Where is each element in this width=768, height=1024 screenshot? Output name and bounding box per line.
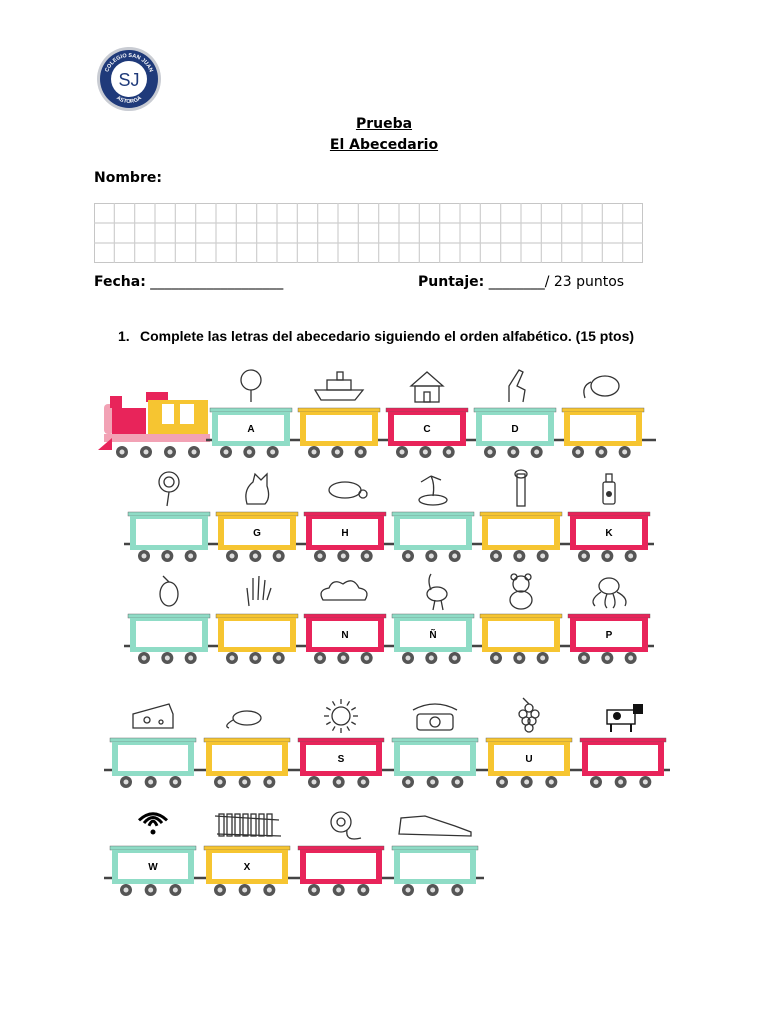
train-car xyxy=(392,476,474,562)
car-roof xyxy=(392,614,474,618)
letter-box[interactable] xyxy=(136,621,202,647)
car-roof xyxy=(110,846,196,850)
car-roof xyxy=(480,614,562,618)
yoyo-icon xyxy=(331,812,361,839)
letter-box[interactable] xyxy=(306,415,372,441)
rat-icon xyxy=(227,711,261,728)
lemon-icon xyxy=(160,576,178,606)
giraffe-icon xyxy=(515,470,527,506)
car-letter: H xyxy=(341,528,349,539)
date-line[interactable]: ___________________ xyxy=(150,274,284,290)
car-roof xyxy=(392,738,478,742)
hand-icon xyxy=(247,576,271,606)
date-label: Fecha: xyxy=(94,274,146,290)
logo-text-bottom: ASTORGA xyxy=(115,95,143,106)
car-roof xyxy=(392,512,474,516)
train-car xyxy=(480,574,562,664)
score-line[interactable]: ________ xyxy=(488,274,545,290)
train-car xyxy=(392,704,478,788)
car-roof xyxy=(568,512,650,516)
car-roof xyxy=(210,408,292,412)
letter-box[interactable] xyxy=(224,621,290,647)
car-letter: C xyxy=(423,424,431,435)
car-roof xyxy=(562,408,644,412)
car-roof xyxy=(216,512,298,516)
score-field xyxy=(418,274,624,290)
letter-box[interactable] xyxy=(488,519,554,545)
letter-box[interactable] xyxy=(488,621,554,647)
train-car xyxy=(392,816,478,896)
train-car xyxy=(128,576,210,664)
car-letter: N xyxy=(341,630,349,641)
bone-icon xyxy=(329,482,367,498)
car-roof xyxy=(580,738,666,742)
car-letter: D xyxy=(511,424,519,435)
sun-icon xyxy=(324,699,358,733)
train-car xyxy=(580,704,666,788)
car-roof xyxy=(216,614,298,618)
letter-box[interactable] xyxy=(570,415,636,441)
train-car xyxy=(386,372,468,458)
car-letter: Ñ xyxy=(429,630,437,641)
train-car xyxy=(474,370,556,458)
car-roof xyxy=(204,846,290,850)
letter-box[interactable] xyxy=(400,519,466,545)
date-field xyxy=(94,274,283,290)
school-logo xyxy=(96,46,162,112)
cheese-icon xyxy=(133,704,173,728)
train-car xyxy=(204,711,290,788)
car-roof xyxy=(204,738,290,742)
letter-box[interactable] xyxy=(400,853,470,879)
car-roof xyxy=(298,846,384,850)
letter-box[interactable] xyxy=(400,745,470,771)
car-letter: P xyxy=(605,630,613,641)
ship-icon xyxy=(315,372,363,400)
car-roof xyxy=(128,614,210,618)
locomotive-icon xyxy=(98,392,210,450)
question-number: 1. xyxy=(118,328,130,344)
train-car xyxy=(568,578,650,664)
car-roof xyxy=(474,408,556,412)
train-car xyxy=(110,704,196,788)
teddy-bear-icon xyxy=(510,574,532,609)
cat-icon xyxy=(246,474,269,504)
train-car xyxy=(392,574,474,664)
train-car xyxy=(298,372,380,458)
cow-icon xyxy=(607,704,643,732)
xylophone-icon xyxy=(215,814,281,836)
train-car xyxy=(110,814,196,896)
train-car xyxy=(204,814,290,896)
car-roof xyxy=(304,614,386,618)
train-car xyxy=(304,581,386,664)
car-letter: X xyxy=(243,862,251,873)
ostrich-icon xyxy=(427,574,447,610)
train-car xyxy=(128,472,210,562)
finger-icon xyxy=(509,370,525,402)
car-roof xyxy=(128,512,210,516)
train-car xyxy=(210,370,292,458)
train-car xyxy=(486,698,572,788)
question-text: Complete las letras del abecedario siguiendo el orden alfabético. (15 ptos) xyxy=(140,328,635,344)
logo-text-top: COLEGIO SAN JUAN xyxy=(104,52,154,74)
letter-box[interactable] xyxy=(136,519,202,545)
car-roof xyxy=(298,408,380,412)
car-letter: S xyxy=(337,754,345,765)
car-roof xyxy=(486,738,572,742)
car-letter: W xyxy=(148,862,158,873)
score-total: / 23 puntos xyxy=(544,274,625,290)
train-car xyxy=(298,699,384,788)
octopus-icon xyxy=(593,578,626,608)
logo-monogram: SJ xyxy=(118,70,140,90)
alphabet-trains xyxy=(0,360,768,920)
car-roof xyxy=(480,512,562,516)
page-title: Prueba xyxy=(355,116,413,132)
train-car xyxy=(216,576,298,664)
page-subtitle: El Abecedario xyxy=(329,137,439,153)
house-icon xyxy=(411,372,443,402)
car-letter: G xyxy=(253,528,261,539)
train-car xyxy=(298,812,384,896)
letter-box[interactable] xyxy=(118,745,188,771)
ketchup-icon xyxy=(603,474,615,504)
tree-icon xyxy=(241,370,261,402)
car-roof xyxy=(568,614,650,618)
score-label: Puntaje: xyxy=(418,274,485,290)
car-letter: A xyxy=(247,424,255,435)
name-label: Nombre: xyxy=(94,170,162,186)
elephant-icon xyxy=(584,376,619,398)
shoe-icon xyxy=(399,816,471,836)
car-roof xyxy=(392,846,478,850)
grapes-icon xyxy=(519,698,539,732)
car-roof xyxy=(304,512,386,516)
train-car xyxy=(562,376,644,458)
car-roof xyxy=(110,738,196,742)
island-icon xyxy=(419,476,447,505)
name-writing-grid[interactable] xyxy=(94,203,643,263)
train-car xyxy=(568,474,650,562)
train-car xyxy=(216,474,298,562)
letter-box[interactable] xyxy=(212,745,282,771)
car-letter: K xyxy=(605,528,613,539)
train-car xyxy=(304,482,386,562)
train-car xyxy=(480,470,562,562)
car-roof xyxy=(386,408,468,412)
letter-box[interactable] xyxy=(306,853,376,879)
flower-icon xyxy=(159,472,179,506)
telephone-icon xyxy=(413,704,457,730)
cloud-icon xyxy=(321,581,367,600)
wifi-icon xyxy=(139,814,167,835)
letter-box[interactable] xyxy=(588,745,658,771)
car-roof xyxy=(298,738,384,742)
car-letter: U xyxy=(525,754,533,765)
